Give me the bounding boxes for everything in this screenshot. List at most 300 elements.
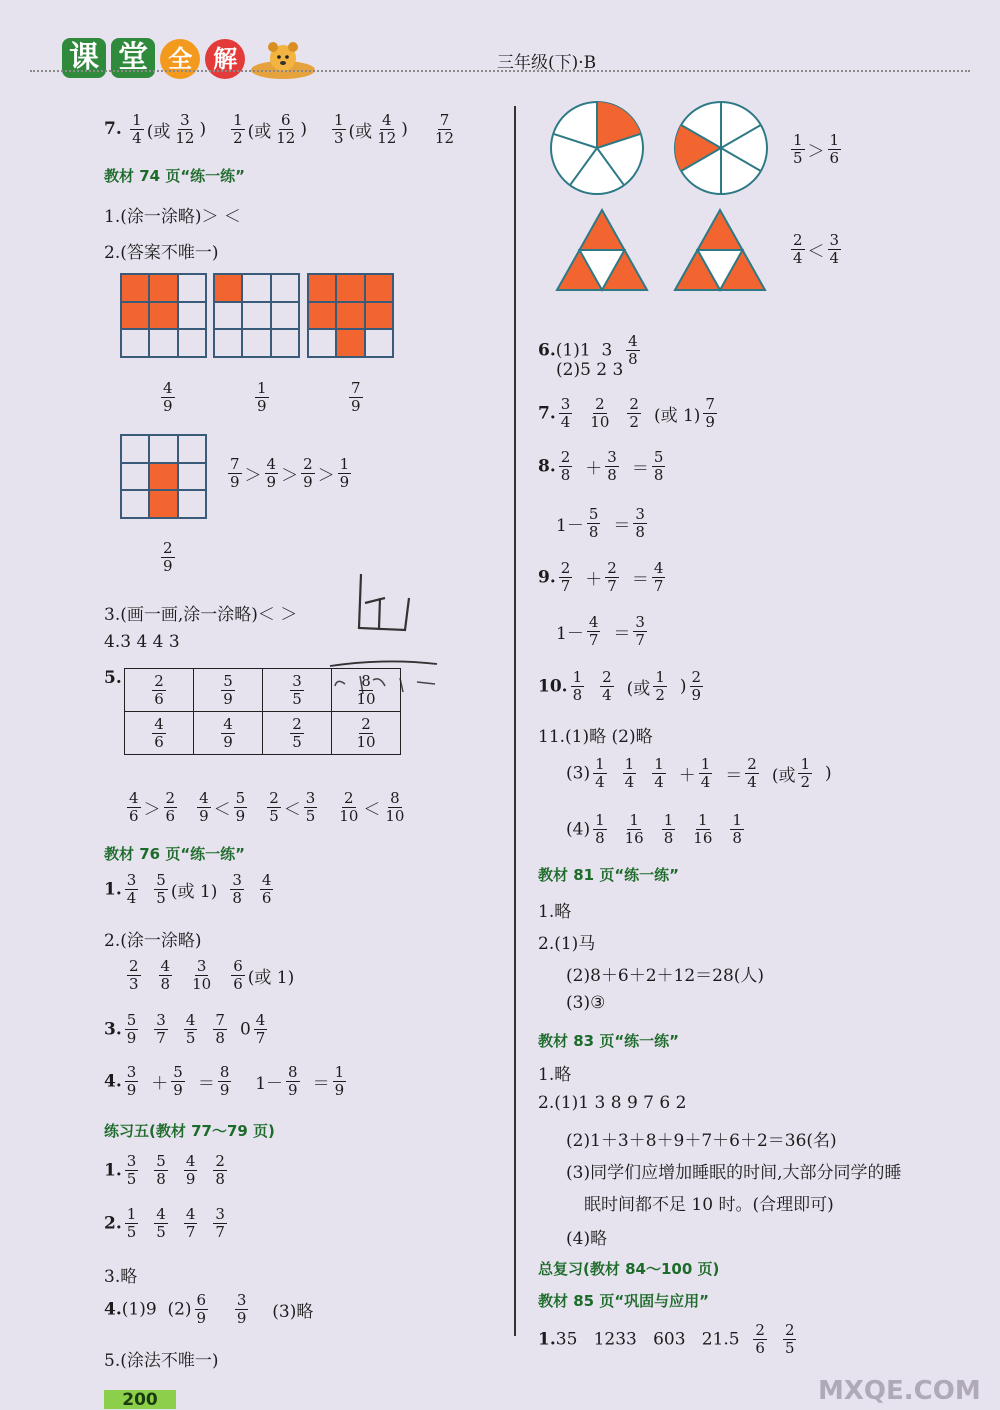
section-heading-81: 教材 81 页“练一练” [538,866,680,884]
numerator: 3 [607,448,617,466]
denominator: 10 [356,689,376,708]
numerator: 2 [344,789,354,807]
text-token: (或 1) [247,968,295,988]
fraction [290,716,304,751]
numerator: 4 [185,1205,196,1223]
fraction [828,132,842,167]
answer-r10 [538,669,716,704]
fraction [349,380,363,415]
denominator: 9 [163,557,173,575]
numerator: 1 [800,755,811,773]
numerator: 1 [629,811,639,829]
fraction [662,812,676,847]
fraction [588,396,611,431]
denominator: 9 [691,686,702,704]
answer-76-2-fracs [124,958,306,993]
denominator: 8 [635,523,645,541]
denominator: 9 [266,473,277,491]
numerator: 1 [700,755,711,773]
denominator: 9 [235,807,246,825]
fraction [125,1206,139,1241]
text-token: 4. [104,1299,122,1320]
triangle-diagrams [555,208,775,292]
watermark: MXQE.COM [818,1376,981,1406]
section-heading-76: 教材 76 页“练一练” [104,845,246,863]
text-token: ) [300,119,307,140]
text-token: ) [679,676,687,697]
denominator: 4 [654,773,664,791]
text-token: ＝ [613,624,631,644]
denominator: 6 [165,807,176,825]
answer-81-2b: (2)8＋6＋2＋12＝28(人) [566,966,765,986]
answer-r8a [538,449,678,484]
table-cell [263,712,332,755]
answer-r6b: (2)5 2 3 [556,360,624,380]
numerator: 7 [230,455,240,473]
numerator: 1 [829,131,840,149]
numerator: 2 [784,1321,795,1339]
text-token: 1. [104,879,122,900]
numerator: 2 [269,789,279,807]
fraction [587,614,601,649]
denominator: 12 [276,129,296,147]
answer-74-1: 1.(涂一涂略)＞ ＜ [104,207,241,227]
denominator: 7 [255,1029,266,1047]
fraction [221,673,235,708]
denominator: 4 [624,773,635,791]
text-token: ＝ [613,516,631,536]
text-token: 4. [104,1071,122,1092]
text-token: (3) [566,763,591,784]
numerator: 3 [196,957,207,975]
numerator: 4 [588,613,599,631]
fraction [255,380,269,415]
denominator: 9 [126,1081,137,1099]
denominator: 9 [223,689,233,708]
numerator: 3 [305,789,316,807]
denominator: 7 [635,631,645,649]
numerator: 1 [334,1063,345,1081]
fraction [152,716,166,751]
text-token: 1－ [244,1074,284,1094]
circle-compare [788,132,844,167]
numerator: 4 [381,111,392,129]
fraction [130,112,144,147]
fraction [690,669,704,704]
text-token: 9. [538,567,556,588]
fraction [337,790,360,825]
answer-83-1: 1.略 [538,1065,572,1085]
denominator: 8 [595,829,605,847]
numerator: 4 [129,789,139,807]
fraction [195,1292,209,1327]
fraction [125,1064,139,1099]
fraction [154,1012,168,1047]
denominator: 16 [693,829,713,847]
fraction [235,1292,249,1327]
fraction [125,872,139,907]
fraction [125,1012,139,1047]
section-heading-74: 教材 74 页“练一练” [104,167,246,185]
denominator: 9 [223,732,233,751]
text-token: ＋ [585,459,603,479]
fraction [605,449,619,484]
text-token: 6. [538,340,556,361]
numerator: 2 [215,1152,225,1170]
numerator: 2 [755,1321,765,1339]
denominator: 10 [590,413,610,431]
numerator: 8 [219,1063,230,1081]
numerator: 1 [654,755,664,773]
fraction [559,396,573,431]
denominator: 5 [126,1223,137,1241]
table-row [125,669,401,712]
fraction [623,812,646,847]
text-token [221,1300,232,1320]
numerator: 3 [635,505,645,523]
denominator: 4 [793,249,803,267]
denominator: 9 [126,1029,137,1047]
denominator: 6 [755,1339,765,1357]
denominator: 2 [655,686,665,704]
grid-frac-2 [252,380,272,415]
triangle-compare [788,232,844,267]
numerator: 1 [572,668,583,686]
denominator: 4 [132,129,142,147]
text-token: ＝ [312,1074,330,1094]
numerator: 5 [588,505,599,523]
table-cell [194,669,263,712]
text-token: 8. [538,456,556,477]
numerator: 4 [266,455,277,473]
text-token: (1)1 3 [555,340,624,361]
text-token: ＝ [197,1074,215,1094]
numerator: 2 [165,789,176,807]
numerator: 1 [233,111,243,129]
fraction [791,132,805,167]
fraction [127,790,141,825]
answer-e3: 3.略 [104,1267,138,1287]
fraction [267,790,281,825]
denominator: 4 [595,773,605,791]
fraction [184,1206,198,1241]
fraction [798,756,812,791]
numerator: 2 [602,668,612,686]
denominator: 7 [588,631,599,649]
fraction [260,872,274,907]
text-token: 10. [538,676,568,697]
fraction [290,673,304,708]
numerator: 2 [292,714,302,733]
fraction [653,669,667,704]
numerator: 3 [829,231,840,249]
numerator: 1 [257,379,267,397]
brand-logo [62,38,245,78]
grid-7-9 [307,273,394,358]
fraction [152,673,166,708]
denominator: 4 [602,686,612,704]
fraction [213,1153,227,1188]
numerator: 3 [180,111,190,129]
grid-frac-1 [158,380,178,415]
denominator: 5 [156,889,166,907]
answer-e1 [104,1153,240,1188]
denominator: 8 [653,466,664,484]
fraction [600,669,614,704]
denominator: 5 [784,1339,795,1357]
fraction [730,812,744,847]
grid-1-9 [213,273,300,358]
numerator: 5 [173,1063,183,1081]
denominator: 12 [377,129,397,147]
text-token: ＞ [143,800,161,820]
numerator: 8 [361,671,371,690]
fraction [161,540,175,575]
denominator: 2 [629,413,639,431]
denominator: 7 [560,577,571,595]
fraction [213,1012,227,1047]
numerator: 4 [223,714,233,733]
fraction [265,456,279,491]
denominator: 8 [572,686,583,704]
denominator: 8 [215,1170,225,1188]
fraction [559,560,573,595]
text-token: ＞ [244,466,262,486]
numerator: 3 [126,1152,137,1170]
text-token: 1－ [556,516,584,536]
fraction [154,1153,168,1188]
answer-e2 [104,1206,240,1241]
fraction [691,812,714,847]
fraction [161,380,175,415]
answer-81-1: 1.略 [538,902,572,922]
answer-74-2: 2.(答案不唯一) [104,243,219,263]
denominator: 9 [351,397,361,415]
fraction [652,449,666,484]
answer-r11b [566,756,832,791]
denominator: 8 [732,829,742,847]
text-token: 1. [538,1329,556,1350]
denominator: 9 [173,1081,183,1099]
answer-85-1 [538,1322,809,1357]
denominator: 7 [215,1223,225,1241]
numerator: 1 [655,668,665,686]
numerator: 3 [126,871,137,889]
denominator: 8 [156,1170,166,1188]
fraction [626,333,640,368]
denominator: 5 [292,732,302,751]
brand-char-1: 课 [62,38,106,78]
denominator: 3 [129,975,139,993]
numerator: 4 [653,559,664,577]
numerator: 5 [235,789,246,807]
fraction [383,790,406,825]
denominator: 4 [700,773,711,791]
answer-76-1 [104,872,286,907]
fraction [652,756,666,791]
denominator: 6 [261,889,272,907]
denominator: 6 [233,975,243,993]
denominator: 9 [185,1170,196,1188]
numerator: 2 [361,714,371,733]
text-token: ＋ [151,1074,169,1094]
text-token: 0 [239,1019,251,1040]
compare-row [124,790,423,825]
numerator: 3 [236,1291,247,1309]
numerator: 7 [351,379,361,397]
denominator: 4 [829,249,840,267]
answer-r9a [538,560,678,595]
numerator: 3 [560,395,571,413]
denominator: 5 [156,1223,166,1241]
denominator: 2 [800,773,811,791]
fraction [190,958,213,993]
denominator: 6 [154,732,164,751]
text-token: 35 1233 603 21.5 [555,1329,751,1350]
denominator: 7 [653,577,664,595]
answer-r9b [556,614,660,649]
answer-e5: 5.(涂法不唯一) [104,1351,219,1371]
denominator: 4 [126,889,137,907]
text-token: (或 1) [170,882,218,902]
grid-4-9 [120,273,207,358]
denominator: 5 [305,807,316,825]
denominator: 9 [219,1081,230,1099]
text-token: ＝ [725,766,743,786]
numerator: 7 [215,1011,225,1029]
section-heading-83: 教材 83 页“练一练” [538,1032,680,1050]
table-cell [332,669,401,712]
denominator: 7 [607,577,617,595]
denominator: 8 [607,466,617,484]
fraction [633,614,647,649]
text-token: (或 [771,766,796,786]
circle-diagrams [545,98,785,200]
q-num: 7. [104,119,122,139]
denominator: 10 [385,807,405,825]
fraction [184,1153,198,1188]
fraction [783,1322,797,1357]
fraction [699,756,713,791]
denominator: 4 [560,413,571,431]
numerator: 2 [154,671,164,690]
text-token: ＜ [283,800,301,820]
fraction [605,560,619,595]
answer-76-4 [104,1064,359,1099]
answer-r11a: 11.(1)略 (2)略 [538,727,653,747]
numerator: 5 [156,1152,166,1170]
denominator: 9 [339,473,350,491]
answer-83-2e: (4)略 [566,1229,608,1249]
denominator: 9 [236,1309,247,1327]
numerator: 4 [185,1011,196,1029]
numerator: 3 [215,1205,225,1223]
numerator: 1 [595,811,605,829]
numerator: 2 [793,231,803,249]
text-token: 2. [104,1213,122,1234]
order-chain [225,456,354,491]
text-token: (或 [146,122,171,142]
numerator: 4 [185,1152,196,1170]
fraction [286,1064,300,1099]
column-divider [514,106,516,1336]
numerator: 1 [793,131,803,149]
denominator: 9 [257,397,267,415]
text-token: ) [401,119,408,140]
answer-76-2: 2.(涂一涂略) [104,931,202,951]
numerator: 5 [156,871,166,889]
fraction [354,716,377,751]
denominator: 8 [628,350,638,368]
fraction [171,1064,185,1099]
text-token: ＝ [631,570,649,590]
denominator: 8 [160,975,171,993]
denominator: 10 [192,975,212,993]
text-token: ) [825,763,832,784]
denominator: 9 [334,1081,345,1099]
fraction [184,1012,198,1047]
denominator: 12 [175,129,195,147]
denominator: 7 [185,1223,196,1241]
text-token: 3. [104,1019,122,1040]
numerator: 4 [628,332,638,350]
fraction [301,456,315,491]
denominator: 6 [154,689,164,708]
text-token: 1. [104,1160,122,1181]
table-row [125,712,401,755]
numerator: 5 [653,448,664,466]
numerator: 2 [747,755,757,773]
table-cell [194,712,263,755]
denominator: 3 [334,129,344,147]
numerator: 7 [439,111,450,129]
answer-r7 [538,396,730,431]
denominator: 8 [232,889,242,907]
numerator: 8 [288,1063,298,1081]
section-heading-review: 总复习(教材 84～100 页) [538,1260,720,1278]
fraction [127,958,141,993]
fraction [228,456,242,491]
answer-83-2b: (2)1＋3＋8＋9＋7＋6＋2＝36(名) [566,1131,837,1151]
answer-7 [104,112,481,147]
numerator: 2 [607,559,617,577]
answer-74-3: 3.(画一画,涂一涂略)＜ ＞ [104,605,298,625]
fraction [221,716,235,751]
denominator: 9 [288,1081,298,1099]
numerator: 3 [635,613,645,631]
numerator: 7 [705,395,715,413]
fraction-table [124,668,401,755]
fraction [703,396,717,431]
numerator: 8 [390,789,400,807]
text-token: ＋ [678,766,696,786]
grid-2-9 [120,434,207,519]
table-cell [332,712,401,755]
text-token: (或 [247,122,272,142]
answer-76-3 [104,1012,280,1047]
fraction [587,506,601,541]
answer-81-2c: (3)③ [566,993,606,1013]
fraction [593,812,607,847]
answer-83-2d: 眠时间都不足 10 时。(合理即可) [584,1195,834,1215]
denominator: 8 [215,1029,225,1047]
numerator: 2 [691,668,702,686]
header-divider [30,70,970,72]
fraction [333,1064,347,1099]
text-token: ＞ [317,466,335,486]
numerator: 2 [629,395,639,413]
numerator: 4 [261,871,272,889]
